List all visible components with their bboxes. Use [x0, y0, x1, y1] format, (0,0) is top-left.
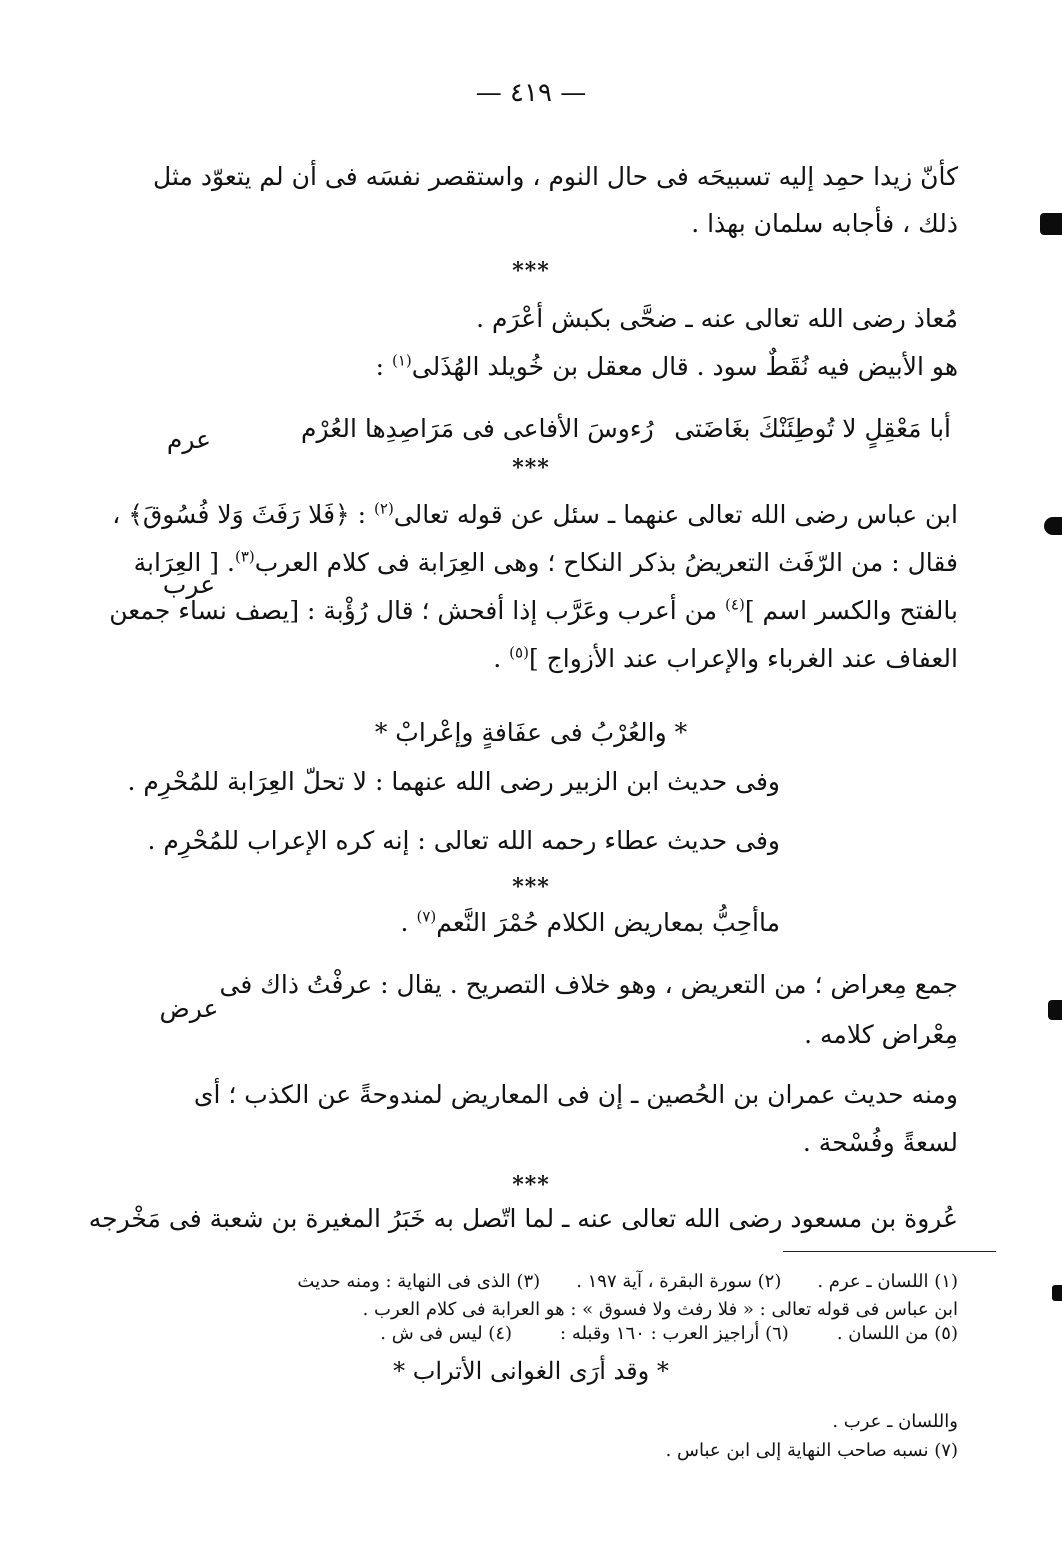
rajaz-verse: * والعُرْبُ فى عفَافةٍ وإعْرابْ *	[374, 718, 688, 747]
ibn-abbas-line-2	[133, 544, 958, 582]
footnote-ref-2: (٢)	[374, 499, 394, 518]
footnote-6-continued: واللسان ـ عرب .	[832, 1411, 958, 1432]
footnote-2: (٢) سورة البقرة ، آية ١٩٧ .	[576, 1271, 782, 1292]
urwa-line-1: عُروة بن مسعود رضى الله تعالى عنه ـ لما اتّصل به خَبَرُ المغيرة بن شعبة فى مَخْرجه	[88, 1204, 958, 1233]
footnote-3-continued: ابن عباس فى قوله تعالى : « فلا رفث ولا فسوق » : هو العرابة فى كلام العرب .	[362, 1299, 958, 1320]
page-number: — ٤١٩ —	[475, 78, 587, 108]
footnote-5: (٥) من اللسان .	[836, 1323, 958, 1344]
ibn-abbas-line-4-end: .	[493, 644, 510, 673]
footnote-ref-3: (٣)	[234, 547, 255, 566]
maarid-line-2: جمع مِعراض ؛ من التعريض ، وهو خلاف التصريح . يقال : عرفْتُ ذاك فى	[219, 970, 958, 999]
footnote-ref-5: (٥)	[509, 643, 529, 662]
section-separator: ***	[512, 1172, 550, 1198]
muadh-verse	[301, 408, 951, 450]
footnote-row-3	[210, 1320, 958, 1347]
section-separator: ***	[512, 874, 550, 900]
footnote-divider	[783, 1251, 996, 1252]
footnote-ref-1: (١)	[392, 351, 412, 370]
ibn-abbas-line-3-text: بالفتح والكسر اسم ]	[744, 596, 958, 625]
edge-mark	[1044, 517, 1062, 535]
section-separator: ***	[512, 258, 550, 284]
verse-hemistich-1: أبا مَعْقِلٍ لا تُوطِئَنْكَ بغَاضَتى	[674, 414, 951, 443]
maarid-line-1-end: .	[400, 908, 417, 937]
maarid-line-3: مِعْراض كلامه .	[804, 1020, 958, 1049]
ibn-abbas-line-2-end: . [ العِرَابة	[133, 548, 235, 577]
footnote-1: (١) اللسان ـ عرم .	[817, 1271, 958, 1292]
muadh-line-2-end: :	[375, 352, 392, 381]
muadh-line-1: مُعاذ رضى الله تعالى عنه ـ ضحَّى بكبش أعْرَم .	[476, 304, 958, 333]
footnote-verse: * وقد أرَى الغوانى الأتراب *	[393, 1357, 669, 1385]
edge-mark	[1052, 1285, 1062, 1301]
muadh-line-2-text: هو الأبيض فيه نُقَطٌ سود . قال معقل بن خُويلد الهُذَلى	[411, 352, 958, 381]
footnote-6: (٦) أراجيز العرب : ١٦٠ وقبله :	[560, 1323, 789, 1344]
footnote-3: (٣) الذى فى النهاية : ومنه حديث	[297, 1271, 541, 1292]
edge-mark	[1040, 213, 1062, 235]
footnote-4: (٤) ليس فى ش .	[380, 1323, 513, 1344]
margin-root-arm: عرم	[166, 425, 212, 454]
section-separator: ***	[512, 455, 550, 481]
ibn-abbas-line-1	[112, 496, 958, 534]
verse-hemistich-2: رُءوسَ الأفاعى فى مَرَاصِدِها العُرْم	[301, 414, 654, 443]
intro-line-2: ذلك ، فأجابه سلمان بهذا .	[691, 209, 958, 238]
ibn-abbas-line-2-text: فقال : من الرّفَث التعريضُ بذكر النكاح ؛ وهى العِرَابة فى كلام العرب	[254, 548, 958, 577]
ibn-abbas-line-1-end: : ﴿فَلا رَفَثَ وَلا فُسُوقَ﴾ ،	[112, 500, 375, 529]
ibn-abbas-line-4-text: العفاف عند الغرباء والإعراب عند الأزواج ]	[528, 644, 958, 673]
footnote-row-2	[210, 1296, 958, 1323]
footnote-ref-7: (٧)	[416, 907, 437, 926]
footnote-row-1	[210, 1268, 958, 1295]
muadh-line-2	[376, 348, 958, 386]
footnote-7: (٧) نسبه صاحب النهاية إلى ابن عباس .	[665, 1440, 958, 1461]
margin-root-arab: عرب	[162, 570, 216, 599]
ibn-abbas-line-4	[493, 640, 958, 678]
maarid-line-5: لسعةً وفُسْحة .	[802, 1128, 958, 1157]
hadith-ata: وفى حديث عطاء رحمه الله تعالى : إنه كره الإعراب للمُحْرِم .	[147, 826, 780, 855]
maarid-line-1	[401, 904, 780, 942]
footnote-ref-4: (٤)	[725, 595, 745, 614]
maarid-line-1-text: ماأحِبُّ بمعاريض الكلام حُمْرَ النَّعم	[436, 908, 780, 937]
hadith-ibn-zubayr: وفى حديث ابن الزبير رضى الله عنهما : لا تحلّ العِرَابة للمُحْرِم .	[127, 767, 780, 796]
ibn-abbas-line-3	[109, 592, 958, 630]
ibn-abbas-line-1-text: ابن عباس رضى الله تعالى عنهما ـ سئل عن قوله تعالى	[393, 500, 958, 529]
maarid-line-4: ومنه حديث عمران بن الحُصين ـ إن فى المعاريض لمندوحةً عن الكذب ؛ أى	[193, 1080, 958, 1109]
margin-root-ard: عرض	[159, 994, 219, 1023]
edge-mark	[1048, 1000, 1062, 1020]
intro-line-1: كأنّ زيدا حمِد إليه تسبيحَه فى حال النوم ، واستقصر نفسَه فى أن لم يتعوّد مثل	[153, 162, 958, 191]
ibn-abbas-line-3-end: من أعرب وعَرَّب إذا أفحش ؛ قال رُؤْبة : [يصف نساء جمعن	[109, 596, 726, 625]
